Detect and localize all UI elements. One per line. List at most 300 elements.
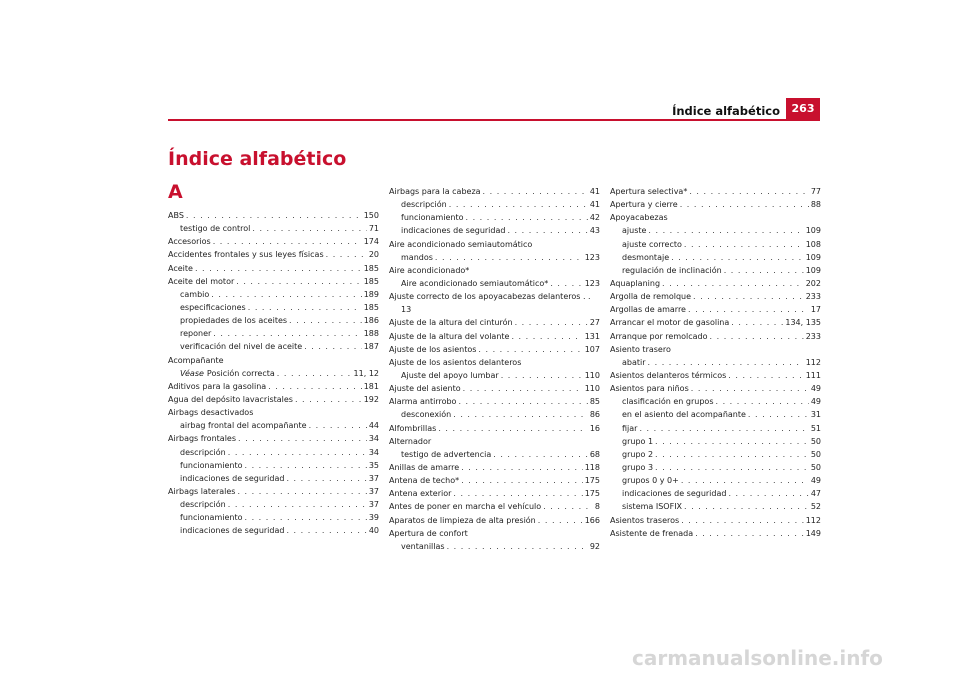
entry-page: 39 (368, 513, 379, 523)
entry-page: 174 (363, 237, 379, 247)
entry-page: 186 (363, 316, 379, 326)
entry-page: 110 (584, 371, 600, 380)
index-entry (610, 316, 821, 329)
entry-page: 49 (810, 384, 821, 394)
entry-term: descripción (180, 447, 226, 457)
entry-page: 110 (584, 384, 600, 394)
entry-page: 112 (805, 357, 821, 367)
entry-page: 51 (810, 423, 821, 433)
entry-page: 42 (589, 213, 600, 223)
index-entry (168, 248, 379, 261)
index-entry (389, 395, 600, 408)
dot-leader (438, 422, 588, 435)
entry-page: 185 (363, 276, 379, 286)
index-entry (389, 448, 600, 461)
entry-term: Argolla de remolque (610, 292, 692, 302)
dot-leader (228, 498, 367, 511)
entry-term: ajuste correcto (622, 239, 682, 249)
entry-page: 11, 12 (353, 368, 379, 378)
entry-term: Aire acondicionado semiautomático* (401, 278, 549, 288)
entry-term: grupo 3 (622, 462, 654, 472)
dot-leader (228, 446, 367, 459)
index-entry (168, 275, 379, 288)
index-entry (168, 354, 379, 367)
entry-term: Aparatos de limpieza de alta presión (389, 515, 536, 525)
dot-leader (236, 275, 361, 288)
index-entry (610, 514, 821, 527)
index-entry (168, 511, 379, 524)
entry-page: 35 (368, 460, 379, 470)
entry-term: Agua del depósito lavacristales (168, 394, 293, 404)
dot-leader (684, 500, 809, 513)
entry-term: Asientos delanteros térmicos (610, 370, 727, 380)
entry-term: airbag frontal del acompañante (180, 421, 307, 431)
entry-page: 187 (363, 342, 379, 352)
index-entry (610, 408, 821, 421)
index-entry (389, 264, 600, 277)
entry-term: Antena exterior (389, 489, 452, 499)
entry-term: Ajuste del apoyo lumbar (401, 371, 499, 380)
entry-page: 50 (810, 449, 821, 459)
dot-leader (252, 222, 366, 235)
index-entry (389, 408, 600, 421)
dot-leader (724, 264, 804, 277)
index-entry (168, 406, 379, 419)
entry-term: descripción (180, 500, 226, 510)
index-entry (389, 540, 600, 553)
entry-term: regulación de inclinación (622, 265, 722, 275)
index-entry (168, 367, 379, 380)
entry-term: Ajuste del asiento (389, 384, 461, 394)
dot-leader (648, 356, 804, 369)
index-entry (168, 393, 379, 406)
index-entry: Ajuste correcto de los apoyacabezas delanteros . . 13 (389, 290, 600, 316)
dot-leader (639, 422, 808, 435)
entry-term: desconexión (401, 410, 452, 420)
dot-leader (211, 288, 361, 301)
entry-page: 88 (810, 200, 821, 210)
index-entry (389, 251, 600, 264)
dot-leader (680, 198, 809, 211)
dot-leader (655, 461, 809, 474)
entry-term: Airbags laterales (168, 486, 236, 496)
entry-page: 131 (584, 331, 600, 341)
entry-term: en el asiento del acompañante (622, 410, 746, 420)
index-entry (610, 500, 821, 513)
entry-page: 192 (363, 394, 379, 404)
index-entry (168, 301, 379, 314)
index-entry (610, 277, 821, 290)
index-entry (610, 185, 821, 198)
index-entry (610, 343, 821, 356)
entry-page: 44 (368, 421, 379, 431)
dot-leader (478, 343, 582, 356)
dot-leader (691, 382, 809, 395)
entry-term: Aceite (168, 263, 193, 273)
dot-leader (453, 487, 582, 500)
entry-term: Asientos para niños (610, 384, 689, 394)
entry-term: desmontaje (622, 252, 670, 262)
index-entry (610, 435, 821, 448)
dot-leader (688, 303, 809, 316)
dot-leader (295, 393, 362, 406)
entry-page: 13 (401, 305, 412, 315)
entry-page: 166 (584, 515, 600, 525)
index-entry (168, 209, 379, 222)
dot-leader (671, 251, 804, 264)
index-entry (389, 487, 600, 500)
index-entry (168, 446, 379, 459)
entry-page: 31 (810, 410, 821, 420)
index-entry (389, 185, 600, 198)
index-column-3 (610, 185, 821, 540)
dot-leader (237, 485, 366, 498)
dot-leader (483, 185, 588, 198)
entry-page: 40 (368, 526, 379, 536)
entry-page: 85 (589, 397, 600, 407)
entry-page: 86 (589, 410, 600, 420)
entry-term: clasificación en grupos (622, 397, 714, 407)
entry-page: 37 (368, 473, 379, 483)
entry-term: Alternador (389, 436, 432, 446)
dot-leader (461, 474, 583, 487)
entry-page: 150 (363, 211, 379, 220)
dot-leader (684, 238, 804, 251)
index-entry (389, 461, 600, 474)
entry-page: 109 (805, 265, 821, 275)
dot-leader (543, 500, 593, 513)
entry-page: 20 (368, 250, 379, 260)
entry-term: verificación del nivel de aceite (180, 342, 303, 352)
entry-term: Aquaplaning (610, 278, 661, 288)
entry-page: 77 (810, 187, 821, 196)
entry-page: 17 (810, 305, 821, 315)
entry-page: 118 (584, 462, 600, 472)
entry-term: Ajuste de la altura del volante (389, 331, 510, 341)
dot-leader (695, 527, 804, 540)
entry-term: Argollas de amarre (610, 305, 686, 315)
entry-page: 188 (363, 329, 379, 339)
entry-term: Ajuste de la altura del cinturón (389, 318, 513, 328)
index-entry (389, 343, 600, 356)
entry-page: 134, 135 (785, 318, 821, 328)
dot-leader (693, 290, 804, 303)
entry-page: 50 (810, 436, 821, 446)
entry-term: indicaciones de seguridad (622, 489, 727, 499)
entry-page: 41 (589, 200, 600, 210)
entry-page: 49 (810, 476, 821, 486)
entry-term: ABS (168, 211, 184, 220)
entry-term: Asiento trasero (610, 344, 671, 354)
entry-page: 27 (589, 318, 600, 328)
entry-term: sistema ISOFIX (622, 502, 683, 512)
entry-page: 233 (805, 331, 821, 341)
index-entry (389, 435, 600, 448)
entry-term: indicaciones de seguridad (180, 473, 285, 483)
entry-term: Accidentes frontales y sus leyes físicas (168, 250, 324, 260)
entry-page: 107 (584, 344, 600, 354)
entry-page: 181 (363, 381, 379, 391)
dot-leader (248, 301, 362, 314)
entry-page: 41 (589, 187, 600, 196)
entry-term: funcionamiento (180, 513, 243, 523)
entry-term: testigo de control (180, 224, 251, 234)
entry-page: 111 (805, 370, 821, 380)
entry-term: Asistente de frenada (610, 528, 694, 538)
page-title: Índice alfabético (168, 148, 347, 170)
index-column-2 (389, 185, 600, 553)
entry-term: Antena de techo* (389, 476, 460, 486)
entry-page: 202 (805, 278, 821, 288)
entry-page: 233 (805, 292, 821, 302)
entry-term: Airbags frontales (168, 434, 236, 444)
dot-leader (244, 459, 366, 472)
index-entry (168, 340, 379, 353)
index-column-1 (168, 209, 379, 538)
entry-term: funcionamiento (401, 213, 464, 223)
entry-page: 189 (363, 289, 379, 299)
entry-term: Apertura y cierre (610, 200, 678, 210)
entry-term: Airbags desactivados (168, 408, 254, 418)
entry-term: grupo 2 (622, 449, 654, 459)
running-header-title: Índice alfabético (672, 104, 780, 118)
index-entry (610, 448, 821, 461)
index-entry (389, 514, 600, 527)
header-rule (168, 119, 820, 121)
dot-leader (309, 419, 367, 432)
entry-page: 109 (805, 226, 821, 236)
index-entry (168, 472, 379, 485)
entry-term: ajuste (622, 226, 647, 236)
entry-term: Aditivos para la gasolina (168, 381, 267, 391)
dot-leader (728, 487, 808, 500)
entry-page: 49 (810, 397, 821, 407)
entry-page: 34 (368, 434, 379, 444)
entry-term: reponer (180, 329, 212, 339)
index-entry (168, 524, 379, 537)
see-also-label: Véase (180, 368, 204, 378)
dot-leader (716, 395, 809, 408)
index-entry (610, 264, 821, 277)
dot-leader (304, 340, 362, 353)
entry-term: Alarma antirrobo (389, 397, 457, 407)
index-entry (610, 474, 821, 487)
watermark: carmanualsonline.info (632, 646, 883, 670)
entry-term: grupo 1 (622, 436, 654, 446)
index-entry (389, 198, 600, 211)
entry-term: ventanillas (401, 541, 445, 551)
index-entry (610, 369, 821, 382)
dot-leader (689, 185, 808, 198)
index-entry (610, 238, 821, 251)
entry-term: funcionamiento (180, 460, 243, 470)
entry-term: indicaciones de seguridad (180, 526, 285, 536)
entry-term: Ajuste correcto de los apoyacabezas delanteros (389, 292, 581, 302)
index-entry (610, 224, 821, 237)
dot-leader (447, 540, 588, 553)
entry-page: 123 (584, 278, 600, 288)
dot-leader (186, 209, 362, 222)
dot-leader (277, 367, 352, 380)
dot-leader (195, 262, 362, 275)
dot-leader (501, 369, 583, 382)
dot-leader (461, 461, 583, 474)
dot-leader (435, 251, 583, 264)
dot-leader (465, 211, 587, 224)
index-entry (168, 485, 379, 498)
section-letter: A (168, 181, 183, 203)
entry-page: 109 (805, 252, 821, 262)
index-entry (389, 382, 600, 395)
dot-leader (453, 408, 588, 421)
index-entry (610, 395, 821, 408)
index-entry (389, 369, 600, 382)
index-entry (389, 500, 600, 513)
entry-term: Apoyacabezas (610, 213, 668, 223)
index-entry (389, 316, 600, 329)
entry-page: 149 (805, 528, 821, 538)
page-number-badge: 263 (786, 98, 820, 119)
entry-page: 71 (368, 224, 379, 234)
index-entry (389, 422, 600, 435)
index-entry (610, 290, 821, 303)
entry-page: 185 (363, 302, 379, 312)
entry-term: mandos (401, 252, 433, 262)
dot-leader (458, 395, 587, 408)
entry-term: testigo de advertencia (401, 449, 492, 459)
dot-leader (463, 382, 583, 395)
entry-page: 123 (584, 252, 600, 262)
index-entry (389, 527, 600, 540)
dot-leader (748, 408, 809, 421)
index-entry (610, 382, 821, 395)
index-entry (168, 222, 379, 235)
index-entry (610, 527, 821, 540)
dot-leader (511, 330, 582, 343)
entry-page: 37 (368, 486, 379, 496)
entry-term: cambio (180, 289, 210, 299)
index-entry (610, 422, 821, 435)
dot-leader (515, 316, 588, 329)
entry-term: especificaciones (180, 302, 246, 312)
index-entry (610, 303, 821, 316)
entry-term: Antes de poner en marcha el vehículo (389, 502, 542, 512)
dot-leader (326, 248, 367, 261)
entry-page: 185 (363, 263, 379, 273)
entry-term: Arranque por remolcado (610, 331, 708, 341)
entry-term: Aceite del motor (168, 276, 235, 286)
index-entry (610, 330, 821, 343)
entry-term: Airbags para la cabeza (389, 187, 481, 196)
index-entry (168, 432, 379, 445)
dot-leader (507, 224, 587, 237)
entry-term: Apertura de confort (389, 528, 468, 538)
dot-leader (493, 448, 588, 461)
dot-leader (286, 524, 366, 537)
index-entry (168, 314, 379, 327)
dot-leader (286, 472, 366, 485)
index-entry (168, 327, 379, 340)
dot-leader (710, 330, 804, 343)
entry-term: indicaciones de seguridad (401, 226, 506, 236)
index-entry (610, 356, 821, 369)
entry-page: 175 (584, 476, 600, 486)
index-entry (389, 224, 600, 237)
entry-page: 43 (589, 226, 600, 236)
entry-term: Aire acondicionado semiautomático (389, 239, 533, 249)
entry-term: Aire acondicionado* (389, 265, 470, 275)
entry-term: fijar (622, 423, 638, 433)
dot-leader (728, 369, 803, 382)
entry-page: 50 (810, 462, 821, 472)
index-entry (610, 251, 821, 264)
index-entry (168, 288, 379, 301)
index-entry (168, 262, 379, 275)
index-entry (389, 211, 600, 224)
index-entry (389, 277, 600, 290)
entry-term: Arrancar el motor de gasolina (610, 318, 730, 328)
index-entry (168, 235, 379, 248)
dot-leader (655, 448, 809, 461)
dot-leader (213, 235, 362, 248)
index-entry (610, 198, 821, 211)
index-entry (168, 380, 379, 393)
entry-page: 52 (810, 502, 821, 512)
dot-leader (550, 277, 582, 290)
entry-term: Ajuste de los asientos (389, 344, 477, 354)
entry-page: 47 (810, 489, 821, 499)
entry-term: Acompañante (168, 355, 224, 365)
entry-term: Alfombrillas (389, 423, 437, 433)
entry-term: Ajuste de los asientos delanteros (389, 357, 522, 367)
index-entry (610, 487, 821, 500)
index-entry (389, 330, 600, 343)
dot-leader (662, 277, 804, 290)
entry-page: 8 (594, 502, 600, 512)
entry-term: Apertura selectiva* (610, 187, 688, 196)
index-entry (168, 498, 379, 511)
entry-term: abatir (622, 357, 646, 367)
dot-leader (268, 380, 362, 393)
entry-page: 68 (589, 449, 600, 459)
entry-term: Accesorios (168, 237, 211, 247)
dot-leader (238, 432, 367, 445)
entry-page: 92 (589, 541, 600, 551)
index-entry (389, 238, 600, 251)
index-entry (168, 459, 379, 472)
dot-leader (681, 514, 804, 527)
dot-leader (648, 224, 803, 237)
entry-term: grupos 0 y 0+ (622, 476, 679, 486)
dot-leader (681, 474, 809, 487)
dot-leader (244, 511, 366, 524)
index-entry (389, 474, 600, 487)
entry-page: 37 (368, 500, 379, 510)
entry-page: 108 (805, 239, 821, 249)
index-entry (610, 461, 821, 474)
index-entry (610, 211, 821, 224)
entry-term: propiedades de los aceites (180, 316, 288, 326)
dot-leader (538, 514, 583, 527)
dot-leader (289, 314, 362, 327)
dot-leader (213, 327, 361, 340)
entry-page: 34 (368, 447, 379, 457)
entry-term: descripción (401, 200, 447, 210)
entry-page: 16 (589, 423, 600, 433)
entry-term: Posición correcta (206, 368, 275, 378)
dot-leader (731, 316, 783, 329)
dot-leader (449, 198, 588, 211)
